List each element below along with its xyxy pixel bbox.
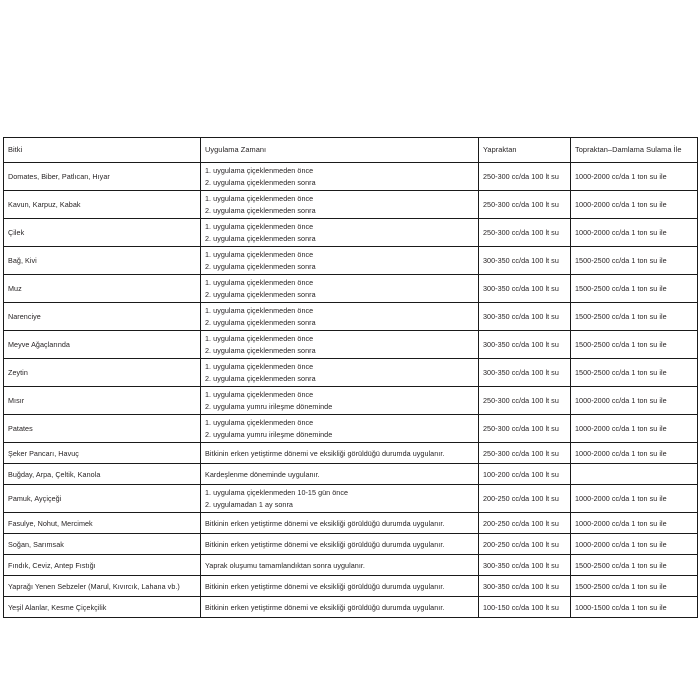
cell-soil-drip-rate: 1500-2500 cc/da 1 ton su ile xyxy=(571,275,698,303)
table-row xyxy=(4,513,698,534)
table-row xyxy=(4,555,698,576)
cell-plant: Yeşil Alanlar, Kesme Çiçekçilik xyxy=(4,597,201,618)
table-row xyxy=(4,219,698,247)
cell-soil-drip-rate: 1000-2000 cc/da 1 ton su ile xyxy=(571,387,698,415)
column-header-soil-drip: Topraktan–Damlama Sulama İle xyxy=(571,138,698,163)
table-header-row xyxy=(4,138,698,163)
cell-soil-drip-rate: 1000-2000 cc/da 1 ton su ile xyxy=(571,513,698,534)
cell-foliar-rate: 250-300 cc/da 100 lt su xyxy=(479,415,571,443)
cell-foliar-rate: 300-350 cc/da 100 lt su xyxy=(479,275,571,303)
table-row xyxy=(4,191,698,219)
timing-line: 1. uygulama çiçeklenmeden önce xyxy=(205,194,314,203)
table-row xyxy=(4,275,698,303)
cell-timing xyxy=(201,576,479,597)
application-rates-table xyxy=(3,137,698,618)
timing-line: Yaprak oluşumu tamamlandıktan sonra uygulanır. xyxy=(205,560,365,570)
cell-soil-drip-rate: 1000-2000 cc/da 1 ton su ile xyxy=(571,219,698,247)
timing-line: 2. uygulama yumru irileşme döneminde xyxy=(205,430,333,439)
cell-soil-drip-rate: 1000-1500 cc/da 1 ton su ile xyxy=(571,597,698,618)
cell-foliar-rate: 300-350 cc/da 100 lt su xyxy=(479,303,571,331)
table-row xyxy=(4,359,698,387)
cell-timing xyxy=(201,331,479,359)
cell-timing xyxy=(201,513,479,534)
cell-foliar-rate: 300-350 cc/da 100 lt su xyxy=(479,331,571,359)
cell-plant: Bağ, Kivi xyxy=(4,247,201,275)
cell-foliar-rate: 250-300 cc/da 100 lt su xyxy=(479,387,571,415)
timing-line: Bitkinin erken yetiştirme dönemi ve eksikliği görüldüğü durumda uygulanır. xyxy=(205,602,445,612)
cell-soil-drip-rate: 1000-2000 cc/da 1 ton su ile xyxy=(571,534,698,555)
table-row xyxy=(4,331,698,359)
cell-foliar-rate: 300-350 cc/da 100 lt su xyxy=(479,555,571,576)
timing-line: 2. uygulamadan 1 ay sonra xyxy=(205,500,293,509)
table-header xyxy=(4,138,698,163)
timing-line: Bitkinin erken yetiştirme dönemi ve eksikliği görüldüğü durumda uygulanır. xyxy=(205,518,445,528)
timing-line: 1. uygulama çiçeklenmeden önce xyxy=(205,222,314,231)
timing-line: Bitkinin erken yetiştirme dönemi ve eksikliği görüldüğü durumda uygulanır. xyxy=(205,581,445,591)
cell-soil-drip-rate: 1500-2500 cc/da 1 ton su ile xyxy=(571,576,698,597)
cell-foliar-rate: 250-300 cc/da 100 lt su xyxy=(479,443,571,464)
cell-plant: Muz xyxy=(4,275,201,303)
timing-line: 1. uygulama çiçeklenmeden önce xyxy=(205,166,314,175)
table-row xyxy=(4,443,698,464)
timing-line: 1. uygulama çiçeklenmeden 10-15 gün önce xyxy=(205,488,349,497)
cell-timing xyxy=(201,359,479,387)
cell-foliar-rate: 200-250 cc/da 100 lt su xyxy=(479,534,571,555)
cell-plant: Pamuk, Ayçiçeği xyxy=(4,485,201,513)
cell-plant: Yaprağı Yenen Sebzeler (Marul, Kıvırcık, Lahana vb.) xyxy=(4,576,201,597)
table-row xyxy=(4,247,698,275)
table-row xyxy=(4,415,698,443)
table-row xyxy=(4,576,698,597)
table-row xyxy=(4,464,698,485)
cell-plant: Patates xyxy=(4,415,201,443)
cell-soil-drip-rate: 1500-2500 cc/da 1 ton su ile xyxy=(571,247,698,275)
cell-soil-drip-rate: 1500-2500 cc/da 1 ton su ile xyxy=(571,303,698,331)
table-row xyxy=(4,597,698,618)
timing-line: 1. uygulama çiçeklenmeden önce xyxy=(205,362,314,371)
cell-plant: Buğday, Arpa, Çeltik, Kanola xyxy=(4,464,201,485)
cell-timing xyxy=(201,191,479,219)
cell-plant: Mısır xyxy=(4,387,201,415)
table-row xyxy=(4,534,698,555)
cell-plant: Kavun, Karpuz, Kabak xyxy=(4,191,201,219)
timing-line: 2. uygulama çiçeklenmeden sonra xyxy=(205,318,316,327)
cell-plant: Şeker Pancarı, Havuç xyxy=(4,443,201,464)
cell-foliar-rate: 100-150 cc/da 100 lt su xyxy=(479,597,571,618)
cell-timing xyxy=(201,555,479,576)
cell-timing xyxy=(201,597,479,618)
cell-soil-drip-rate: 1500-2500 cc/da 1 ton su ile xyxy=(571,555,698,576)
timing-line: 2. uygulama çiçeklenmeden sonra xyxy=(205,262,316,271)
cell-timing xyxy=(201,415,479,443)
table-row xyxy=(4,303,698,331)
cell-timing xyxy=(201,219,479,247)
cell-timing xyxy=(201,464,479,485)
timing-line: 2. uygulama çiçeklenmeden sonra xyxy=(205,346,316,355)
cell-soil-drip-rate: 1500-2500 cc/da 1 ton su ile xyxy=(571,359,698,387)
cell-timing xyxy=(201,275,479,303)
column-header-plant: Bitki xyxy=(4,138,201,163)
cell-plant: Meyve Ağaçlarında xyxy=(4,331,201,359)
cell-foliar-rate: 250-300 cc/da 100 lt su xyxy=(479,191,571,219)
cell-soil-drip-rate: 1000-2000 cc/da 1 ton su ile xyxy=(571,191,698,219)
cell-plant: Domates, Biber, Patlıcan, Hıyar xyxy=(4,163,201,191)
column-header-timing: Uygulama Zamanı xyxy=(201,138,479,163)
cell-soil-drip-rate: 1500-2500 cc/da 1 ton su ile xyxy=(571,331,698,359)
table-row xyxy=(4,485,698,513)
timing-line: 1. uygulama çiçeklenmeden önce xyxy=(205,250,314,259)
timing-line: 1. uygulama çiçeklenmeden önce xyxy=(205,418,314,427)
cell-foliar-rate: 250-300 cc/da 100 lt su xyxy=(479,163,571,191)
timing-line: Kardeşlenme döneminde uygulanır. xyxy=(205,469,320,479)
timing-line: 1. uygulama çiçeklenmeden önce xyxy=(205,334,314,343)
timing-line: 2. uygulama çiçeklenmeden sonra xyxy=(205,290,316,299)
cell-plant: Soğan, Sarımsak xyxy=(4,534,201,555)
cell-foliar-rate: 200-250 cc/da 100 lt su xyxy=(479,485,571,513)
cell-plant: Narenciye xyxy=(4,303,201,331)
cell-timing xyxy=(201,247,479,275)
timing-line: 2. uygulama yumru irileşme döneminde xyxy=(205,402,333,411)
timing-line: 1. uygulama çiçeklenmeden önce xyxy=(205,278,314,287)
cell-foliar-rate: 100-200 cc/da 100 lt su xyxy=(479,464,571,485)
cell-soil-drip-rate xyxy=(571,464,698,485)
table-row xyxy=(4,163,698,191)
timing-line: Bitkinin erken yetiştirme dönemi ve eksikliği görüldüğü durumda uygulanır. xyxy=(205,448,445,458)
table-body xyxy=(4,163,698,618)
column-header-foliar: Yapraktan xyxy=(479,138,571,163)
cell-timing xyxy=(201,443,479,464)
application-rates-table-wrapper xyxy=(3,137,697,618)
cell-foliar-rate: 300-350 cc/da 100 lt su xyxy=(479,576,571,597)
cell-timing xyxy=(201,303,479,331)
cell-plant: Çilek xyxy=(4,219,201,247)
cell-soil-drip-rate: 1000-2000 cc/da 1 ton su ile xyxy=(571,163,698,191)
cell-foliar-rate: 300-350 cc/da 100 lt su xyxy=(479,247,571,275)
cell-timing xyxy=(201,387,479,415)
timing-line: 2. uygulama çiçeklenmeden sonra xyxy=(205,374,316,383)
cell-plant: Fasulye, Nohut, Mercimek xyxy=(4,513,201,534)
cell-timing xyxy=(201,485,479,513)
cell-plant: Fındık, Ceviz, Antep Fıstığı xyxy=(4,555,201,576)
cell-plant: Zeytin xyxy=(4,359,201,387)
cell-soil-drip-rate: 1000-2000 cc/da 1 ton su ile xyxy=(571,443,698,464)
cell-foliar-rate: 200-250 cc/da 100 lt su xyxy=(479,513,571,534)
timing-line: 2. uygulama çiçeklenmeden sonra xyxy=(205,234,316,243)
cell-foliar-rate: 300-350 cc/da 100 lt su xyxy=(479,359,571,387)
cell-timing xyxy=(201,163,479,191)
table-row xyxy=(4,387,698,415)
timing-line: 1. uygulama çiçeklenmeden önce xyxy=(205,306,314,315)
timing-line: 1. uygulama çiçeklenmeden önce xyxy=(205,390,314,399)
timing-line: 2. uygulama çiçeklenmeden sonra xyxy=(205,178,316,187)
timing-line: 2. uygulama çiçeklenmeden sonra xyxy=(205,206,316,215)
cell-soil-drip-rate: 1000-2000 cc/da 1 ton su ile xyxy=(571,485,698,513)
timing-line: Bitkinin erken yetiştirme dönemi ve eksikliği görüldüğü durumda uygulanır. xyxy=(205,539,445,549)
cell-soil-drip-rate: 1000-2000 cc/da 1 ton su ile xyxy=(571,415,698,443)
cell-foliar-rate: 250-300 cc/da 100 lt su xyxy=(479,219,571,247)
cell-timing xyxy=(201,534,479,555)
